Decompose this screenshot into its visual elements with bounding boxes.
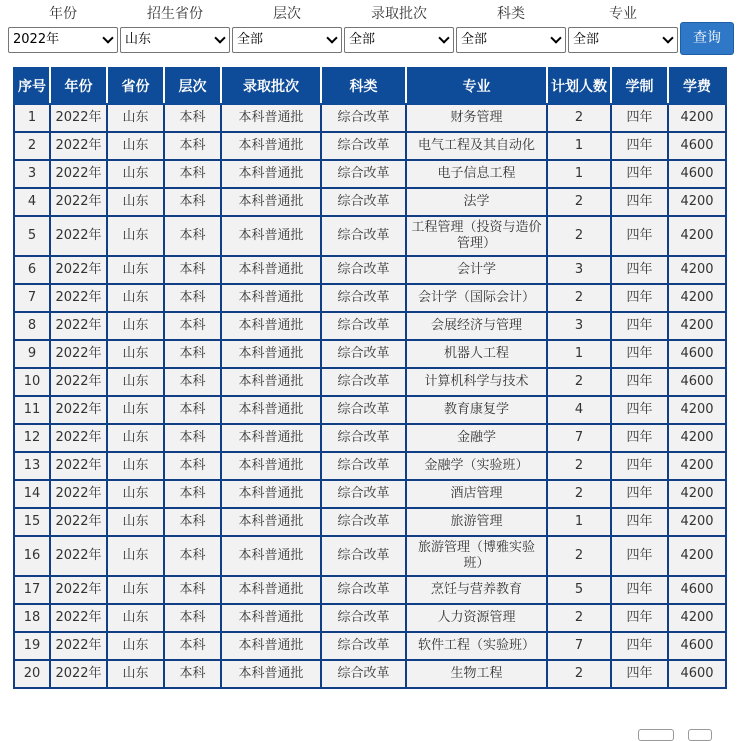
table-cell: 综合改革 <box>321 132 406 160</box>
table-cell: 四年 <box>611 396 668 424</box>
table-row <box>14 256 726 284</box>
year-select-value: 2022年 <box>13 32 60 47</box>
table-cell: 2022年 <box>50 368 107 396</box>
table-cell: 3 <box>14 160 50 188</box>
table-cell: 四年 <box>611 284 668 312</box>
table-row <box>14 188 726 216</box>
table-cell: 综合改革 <box>321 632 406 660</box>
table-cell: 2022年 <box>50 160 107 188</box>
table-cell: 5 <box>547 576 611 604</box>
table-cell: 本科普通批 <box>221 508 321 536</box>
table-cell: 本科普通批 <box>221 340 321 368</box>
table-cell: 本科普通批 <box>221 368 321 396</box>
category-select[interactable] <box>456 27 566 53</box>
table-cell: 本科普通批 <box>221 256 321 284</box>
table-cell: 旅游管理（博雅实验班） <box>406 536 547 576</box>
table-cell: 4200 <box>668 284 726 312</box>
table-cell: 12 <box>14 424 50 452</box>
table-cell: 综合改革 <box>321 452 406 480</box>
table-cell: 19 <box>14 632 50 660</box>
table-cell: 本科普通批 <box>221 480 321 508</box>
table-cell: 旅游管理 <box>406 508 547 536</box>
table-cell: 本科普通批 <box>221 452 321 480</box>
column-header: 录取批次 <box>221 68 321 104</box>
table-cell: 综合改革 <box>321 256 406 284</box>
table-cell: 18 <box>14 604 50 632</box>
table-cell: 财务管理 <box>406 104 547 132</box>
table-cell: 9 <box>14 340 50 368</box>
table-row <box>14 132 726 160</box>
table-cell: 山东 <box>107 632 164 660</box>
pager-button[interactable] <box>688 729 712 741</box>
table-cell: 2022年 <box>50 188 107 216</box>
table-cell: 10 <box>14 368 50 396</box>
table-cell: 综合改革 <box>321 160 406 188</box>
table-cell: 2022年 <box>50 340 107 368</box>
table-cell: 四年 <box>611 424 668 452</box>
table-cell: 2022年 <box>50 104 107 132</box>
table-row <box>14 284 726 312</box>
table-cell: 13 <box>14 452 50 480</box>
table-cell: 本科 <box>164 396 221 424</box>
table-row <box>14 632 726 660</box>
table-cell: 8 <box>14 312 50 340</box>
table-cell: 四年 <box>611 132 668 160</box>
table-cell: 2022年 <box>50 536 107 576</box>
table-cell: 2 <box>547 452 611 480</box>
table-cell: 本科 <box>164 604 221 632</box>
table-cell: 山东 <box>107 340 164 368</box>
province-select[interactable] <box>120 27 230 53</box>
batch-select-value: 全部 <box>349 32 376 47</box>
table-cell: 本科普通批 <box>221 160 321 188</box>
table-cell: 4600 <box>668 132 726 160</box>
table-cell: 1 <box>547 132 611 160</box>
table-cell: 四年 <box>611 312 668 340</box>
table-cell: 7 <box>547 424 611 452</box>
table-cell: 生物工程 <box>406 660 547 688</box>
table-cell: 山东 <box>107 508 164 536</box>
table-row <box>14 536 726 576</box>
table-row <box>14 340 726 368</box>
table-cell: 4200 <box>668 396 726 424</box>
table-cell: 2 <box>547 368 611 396</box>
table-cell: 山东 <box>107 312 164 340</box>
table-cell: 2 <box>547 284 611 312</box>
table-cell: 四年 <box>611 452 668 480</box>
table-cell: 本科普通批 <box>221 660 321 688</box>
table-cell: 综合改革 <box>321 576 406 604</box>
table-cell: 电子信息工程 <box>406 160 547 188</box>
table-cell: 本科普通批 <box>221 216 321 256</box>
table-cell: 4200 <box>668 480 726 508</box>
table-cell: 软件工程（实验班） <box>406 632 547 660</box>
table-cell: 山东 <box>107 284 164 312</box>
table-cell: 2 <box>14 132 50 160</box>
table-cell: 2 <box>547 480 611 508</box>
table-cell: 金融学（实验班） <box>406 452 547 480</box>
pager-button[interactable] <box>638 729 674 741</box>
table-cell: 本科 <box>164 256 221 284</box>
table-cell: 1 <box>547 340 611 368</box>
table-cell: 本科 <box>164 660 221 688</box>
table-cell: 2022年 <box>50 132 107 160</box>
table-cell: 工程管理（投资与造价管理） <box>406 216 547 256</box>
table-cell: 4600 <box>668 632 726 660</box>
table-cell: 综合改革 <box>321 312 406 340</box>
table-cell: 4600 <box>668 576 726 604</box>
table-cell: 5 <box>14 216 50 256</box>
column-header: 科类 <box>321 68 406 104</box>
table-cell: 4200 <box>668 604 726 632</box>
table-cell: 7 <box>14 284 50 312</box>
table-cell: 酒店管理 <box>406 480 547 508</box>
query-button[interactable]: 查询 <box>680 22 734 55</box>
table-row <box>14 480 726 508</box>
table-cell: 3 <box>547 256 611 284</box>
table-row <box>14 368 726 396</box>
chevron-down-icon <box>662 32 673 43</box>
table-cell: 会计学（国际会计） <box>406 284 547 312</box>
table-cell: 2022年 <box>50 312 107 340</box>
table-cell: 会展经济与管理 <box>406 312 547 340</box>
table-cell: 4200 <box>668 312 726 340</box>
table-cell: 本科 <box>164 536 221 576</box>
table-row <box>14 216 726 256</box>
column-header: 年份 <box>50 68 107 104</box>
table-cell: 2022年 <box>50 452 107 480</box>
table-cell: 山东 <box>107 256 164 284</box>
results-table <box>13 67 727 689</box>
table-cell: 1 <box>547 160 611 188</box>
major-select-value: 全部 <box>573 32 600 47</box>
category-select-value: 全部 <box>461 32 488 47</box>
table-cell: 本科 <box>164 508 221 536</box>
table-cell: 4 <box>14 188 50 216</box>
table-cell: 电气工程及其自动化 <box>406 132 547 160</box>
table-cell: 山东 <box>107 368 164 396</box>
table-cell: 山东 <box>107 480 164 508</box>
table-cell: 山东 <box>107 452 164 480</box>
table-cell: 4200 <box>668 256 726 284</box>
table-cell: 综合改革 <box>321 368 406 396</box>
table-cell: 15 <box>14 508 50 536</box>
table-cell: 山东 <box>107 536 164 576</box>
column-header: 学制 <box>611 68 668 104</box>
table-cell: 本科普通批 <box>221 284 321 312</box>
table-cell: 山东 <box>107 660 164 688</box>
table-cell: 4200 <box>668 216 726 256</box>
table-cell: 4200 <box>668 508 726 536</box>
table-cell: 4200 <box>668 536 726 576</box>
table-cell: 山东 <box>107 188 164 216</box>
table-cell: 四年 <box>611 216 668 256</box>
table-cell: 山东 <box>107 604 164 632</box>
table-row <box>14 312 726 340</box>
table-cell: 四年 <box>611 368 668 396</box>
table-cell: 四年 <box>611 632 668 660</box>
table-cell: 本科普通批 <box>221 188 321 216</box>
table-cell: 四年 <box>611 576 668 604</box>
table-cell: 综合改革 <box>321 480 406 508</box>
table-cell: 综合改革 <box>321 536 406 576</box>
table-cell: 本科 <box>164 480 221 508</box>
level-select[interactable] <box>232 27 342 53</box>
table-cell: 山东 <box>107 396 164 424</box>
table-cell: 4600 <box>668 160 726 188</box>
table-row <box>14 576 726 604</box>
table-cell: 2022年 <box>50 396 107 424</box>
table-cell: 山东 <box>107 576 164 604</box>
batch-select[interactable] <box>344 27 454 53</box>
table-cell: 本科 <box>164 188 221 216</box>
table-cell: 四年 <box>611 188 668 216</box>
filter-province-label: 招生省份 <box>147 6 203 22</box>
table-cell: 综合改革 <box>321 340 406 368</box>
table-cell: 四年 <box>611 536 668 576</box>
table-cell: 烹饪与营养教育 <box>406 576 547 604</box>
table-cell: 本科 <box>164 424 221 452</box>
table-row <box>14 604 726 632</box>
table-body <box>14 104 726 688</box>
table-cell: 16 <box>14 536 50 576</box>
table-cell: 4600 <box>668 340 726 368</box>
table-cell: 本科 <box>164 216 221 256</box>
table-cell: 山东 <box>107 104 164 132</box>
table-cell: 计算机科学与技术 <box>406 368 547 396</box>
column-header: 省份 <box>107 68 164 104</box>
table-cell: 2022年 <box>50 576 107 604</box>
table-row <box>14 452 726 480</box>
table-cell: 3 <box>547 312 611 340</box>
table-cell: 4200 <box>668 188 726 216</box>
province-select-value: 山东 <box>125 32 152 47</box>
table-cell: 4200 <box>668 424 726 452</box>
table-cell: 综合改革 <box>321 284 406 312</box>
table-row <box>14 160 726 188</box>
table-cell: 综合改革 <box>321 216 406 256</box>
table-cell: 2 <box>547 188 611 216</box>
table-cell: 本科普通批 <box>221 312 321 340</box>
column-header: 层次 <box>164 68 221 104</box>
table-cell: 4 <box>547 396 611 424</box>
table-cell: 2022年 <box>50 508 107 536</box>
table-cell: 2022年 <box>50 604 107 632</box>
level-select-value: 全部 <box>237 32 264 47</box>
table-row <box>14 660 726 688</box>
table-cell: 4200 <box>668 452 726 480</box>
column-header: 序号 <box>14 68 50 104</box>
chevron-down-icon <box>102 32 113 43</box>
table-cell: 本科 <box>164 160 221 188</box>
table-cell: 14 <box>14 480 50 508</box>
table-row <box>14 104 726 132</box>
table-row <box>14 424 726 452</box>
table-cell: 本科普通批 <box>221 104 321 132</box>
table-cell: 四年 <box>611 660 668 688</box>
table-cell: 本科普通批 <box>221 604 321 632</box>
table-cell: 2 <box>547 216 611 256</box>
table-cell: 综合改革 <box>321 508 406 536</box>
table-cell: 本科 <box>164 452 221 480</box>
filter-level-label: 层次 <box>273 6 301 22</box>
table-cell: 6 <box>14 256 50 284</box>
filter-category-label: 科类 <box>497 6 525 22</box>
table-cell: 山东 <box>107 132 164 160</box>
table-cell: 本科 <box>164 576 221 604</box>
table-cell: 2022年 <box>50 480 107 508</box>
table-cell: 本科 <box>164 104 221 132</box>
table-cell: 综合改革 <box>321 660 406 688</box>
table-cell: 2 <box>547 604 611 632</box>
table-header-row <box>14 68 726 104</box>
table-cell: 综合改革 <box>321 104 406 132</box>
major-select[interactable] <box>568 27 678 53</box>
table-cell: 7 <box>547 632 611 660</box>
filter-batch-label: 录取批次 <box>371 6 427 22</box>
table-cell: 2 <box>547 536 611 576</box>
table-cell: 2 <box>547 104 611 132</box>
table-cell: 本科 <box>164 340 221 368</box>
table-cell: 1 <box>14 104 50 132</box>
table-cell: 会计学 <box>406 256 547 284</box>
table-cell: 2022年 <box>50 284 107 312</box>
table-cell: 人力资源管理 <box>406 604 547 632</box>
table-cell: 本科普通批 <box>221 396 321 424</box>
chevron-down-icon <box>438 32 449 43</box>
table-cell: 山东 <box>107 216 164 256</box>
table-cell: 四年 <box>611 480 668 508</box>
table-cell: 本科 <box>164 132 221 160</box>
table-cell: 综合改革 <box>321 188 406 216</box>
table-cell: 4600 <box>668 660 726 688</box>
table-cell: 4600 <box>668 368 726 396</box>
table-cell: 金融学 <box>406 424 547 452</box>
table-cell: 教育康复学 <box>406 396 547 424</box>
table-cell: 2022年 <box>50 632 107 660</box>
chevron-down-icon <box>326 32 337 43</box>
table-cell: 四年 <box>611 256 668 284</box>
table-cell: 本科 <box>164 368 221 396</box>
table-cell: 本科 <box>164 284 221 312</box>
table-cell: 11 <box>14 396 50 424</box>
table-cell: 2022年 <box>50 660 107 688</box>
table-cell: 2022年 <box>50 256 107 284</box>
table-cell: 四年 <box>611 340 668 368</box>
table-cell: 四年 <box>611 508 668 536</box>
table-cell: 2 <box>547 660 611 688</box>
table-row <box>14 508 726 536</box>
column-header: 计划人数 <box>547 68 611 104</box>
table-cell: 本科普通批 <box>221 424 321 452</box>
table-cell: 17 <box>14 576 50 604</box>
filter-year-label: 年份 <box>49 6 77 22</box>
table-cell: 本科普通批 <box>221 632 321 660</box>
filter-major-label: 专业 <box>609 6 637 22</box>
table-cell: 20 <box>14 660 50 688</box>
table-cell: 综合改革 <box>321 604 406 632</box>
table-cell: 2022年 <box>50 424 107 452</box>
chevron-down-icon <box>550 32 561 43</box>
table-cell: 本科普通批 <box>221 132 321 160</box>
table-cell: 1 <box>547 508 611 536</box>
table-cell: 机器人工程 <box>406 340 547 368</box>
table-cell: 山东 <box>107 160 164 188</box>
table-cell: 综合改革 <box>321 396 406 424</box>
table-cell: 本科普通批 <box>221 536 321 576</box>
filter-bar <box>0 0 740 60</box>
table-cell: 本科普通批 <box>221 576 321 604</box>
table-cell: 本科 <box>164 632 221 660</box>
column-header: 专业 <box>406 68 547 104</box>
table-row <box>14 396 726 424</box>
table-cell: 4200 <box>668 104 726 132</box>
table-cell: 四年 <box>611 160 668 188</box>
chevron-down-icon <box>214 32 225 43</box>
table-cell: 2022年 <box>50 216 107 256</box>
table-cell: 四年 <box>611 104 668 132</box>
year-select[interactable] <box>8 27 118 53</box>
table-cell: 综合改革 <box>321 424 406 452</box>
table-cell: 山东 <box>107 424 164 452</box>
table-cell: 本科 <box>164 312 221 340</box>
table-cell: 法学 <box>406 188 547 216</box>
column-header: 学费 <box>668 68 726 104</box>
table-cell: 四年 <box>611 604 668 632</box>
